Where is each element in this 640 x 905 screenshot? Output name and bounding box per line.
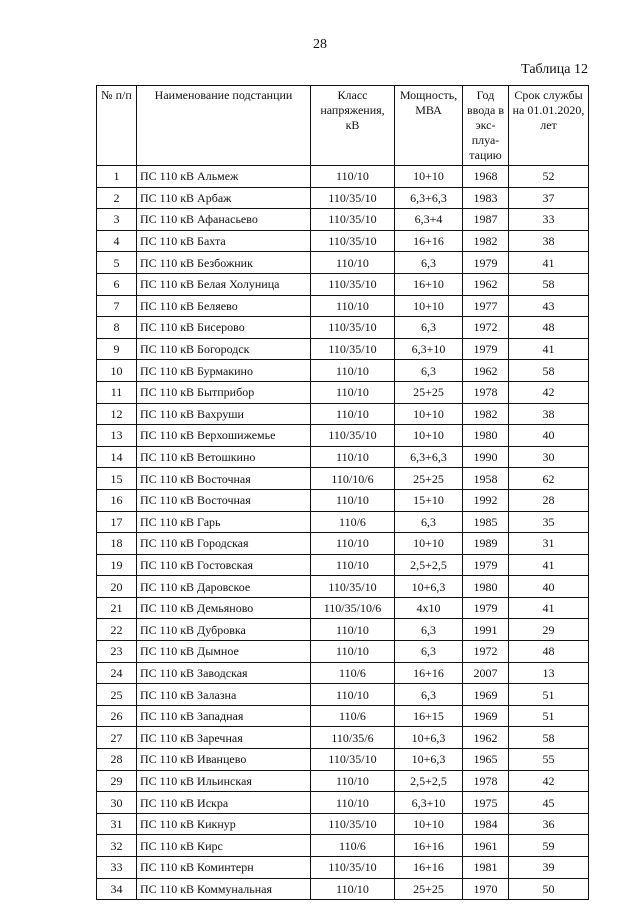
cell-substation-name: ПС 110 кВ Бытприбор [137,381,311,403]
cell-number: 1 [97,166,137,188]
table-row [97,684,589,706]
cell-commission-year: 1979 [463,252,509,274]
cell-service-life: 39 [509,857,589,879]
cell-number: 17 [97,511,137,533]
cell-service-life: 28 [509,489,589,511]
cell-voltage-class: 110/6 [311,662,395,684]
cell-service-life: 58 [509,273,589,295]
cell-power: 10+10 [395,813,463,835]
cell-power: 6,3 [395,684,463,706]
cell-number: 24 [97,662,137,684]
cell-power: 10+10 [395,533,463,555]
cell-commission-year: 1982 [463,403,509,425]
cell-substation-name: ПС 110 кВ Дымное [137,641,311,663]
cell-substation-name: ПС 110 кВ Заводская [137,662,311,684]
table-row [97,641,589,663]
header-number: № п/п [97,86,137,166]
cell-commission-year: 1990 [463,446,509,468]
cell-substation-name: ПС 110 кВ Гарь [137,511,311,533]
cell-commission-year: 1992 [463,489,509,511]
cell-power: 16+10 [395,273,463,295]
cell-service-life: 48 [509,641,589,663]
cell-substation-name: ПС 110 кВ Городская [137,533,311,555]
cell-power: 15+10 [395,489,463,511]
table-row [97,511,589,533]
cell-substation-name: ПС 110 кВ Бисерово [137,317,311,339]
table-row [97,317,589,339]
cell-power: 6,3 [395,252,463,274]
cell-voltage-class: 110/35/10 [311,209,395,231]
table-row [97,705,589,727]
cell-service-life: 29 [509,619,589,641]
cell-number: 15 [97,468,137,490]
header-voltage-class: Класс напряжения, кВ [311,86,395,166]
cell-voltage-class: 110/10 [311,403,395,425]
cell-voltage-class: 110/10 [311,619,395,641]
cell-voltage-class: 110/10/6 [311,468,395,490]
cell-voltage-class: 110/10 [311,252,395,274]
cell-service-life: 41 [509,597,589,619]
cell-number: 6 [97,273,137,295]
cell-number: 5 [97,252,137,274]
cell-commission-year: 1981 [463,857,509,879]
cell-voltage-class: 110/10 [311,381,395,403]
cell-power: 10+10 [395,403,463,425]
cell-power: 6,3 [395,360,463,382]
table-row [97,749,589,771]
cell-power: 25+25 [395,381,463,403]
cell-service-life: 36 [509,813,589,835]
cell-voltage-class: 110/35/10 [311,749,395,771]
table-row [97,446,589,468]
cell-substation-name: ПС 110 кВ Искра [137,792,311,814]
cell-commission-year: 1989 [463,533,509,555]
cell-service-life: 38 [509,403,589,425]
cell-number: 19 [97,554,137,576]
cell-substation-name: ПС 110 кВ Ветошкино [137,446,311,468]
cell-commission-year: 1969 [463,684,509,706]
cell-number: 14 [97,446,137,468]
cell-commission-year: 1961 [463,835,509,857]
cell-substation-name: ПС 110 кВ Заречная [137,727,311,749]
cell-number: 12 [97,403,137,425]
cell-number: 31 [97,813,137,835]
cell-number: 33 [97,857,137,879]
cell-voltage-class: 110/35/6 [311,727,395,749]
cell-service-life: 42 [509,770,589,792]
cell-number: 28 [97,749,137,771]
cell-service-life: 55 [509,749,589,771]
cell-commission-year: 1978 [463,770,509,792]
cell-power: 6,3 [395,317,463,339]
cell-service-life: 51 [509,705,589,727]
cell-substation-name: ПС 110 кВ Бурмакино [137,360,311,382]
table-row [97,770,589,792]
cell-substation-name: ПС 110 кВ Арбаж [137,187,311,209]
cell-substation-name: ПС 110 кВ Верхошижемье [137,425,311,447]
cell-power: 6,3+10 [395,338,463,360]
cell-service-life: 51 [509,684,589,706]
cell-substation-name: ПС 110 кВ Гостовская [137,554,311,576]
table-row [97,425,589,447]
cell-number: 27 [97,727,137,749]
cell-voltage-class: 110/35/10 [311,425,395,447]
cell-power: 6,3 [395,641,463,663]
table-row [97,857,589,879]
cell-power: 25+25 [395,468,463,490]
cell-number: 18 [97,533,137,555]
cell-number: 13 [97,425,137,447]
cell-number: 25 [97,684,137,706]
cell-commission-year: 1977 [463,295,509,317]
cell-voltage-class: 110/10 [311,554,395,576]
cell-power: 6,3+10 [395,792,463,814]
table-row [97,835,589,857]
cell-commission-year: 1962 [463,273,509,295]
cell-substation-name: ПС 110 кВ Беляево [137,295,311,317]
cell-voltage-class: 110/10 [311,360,395,382]
cell-number: 3 [97,209,137,231]
cell-voltage-class: 110/10 [311,446,395,468]
cell-service-life: 35 [509,511,589,533]
cell-number: 8 [97,317,137,339]
cell-commission-year: 1980 [463,576,509,598]
table-row [97,662,589,684]
header-commission-year: Год ввода в экс-плуа-тацию [463,86,509,166]
cell-service-life: 50 [509,878,589,900]
cell-number: 22 [97,619,137,641]
cell-voltage-class: 110/35/10 [311,273,395,295]
cell-power: 2,5+2,5 [395,770,463,792]
cell-voltage-class: 110/10 [311,684,395,706]
table-caption: Таблица 12 [521,62,588,77]
cell-substation-name: ПС 110 кВ Ильинская [137,770,311,792]
cell-power: 16+16 [395,662,463,684]
cell-commission-year: 1979 [463,338,509,360]
cell-number: 16 [97,489,137,511]
cell-power: 16+16 [395,835,463,857]
cell-commission-year: 1983 [463,187,509,209]
cell-service-life: 41 [509,338,589,360]
cell-substation-name: ПС 110 кВ Восточная [137,489,311,511]
cell-service-life: 58 [509,360,589,382]
cell-commission-year: 1970 [463,878,509,900]
table-row [97,166,589,188]
cell-number: 34 [97,878,137,900]
cell-substation-name: ПС 110 кВ Коммунальная [137,878,311,900]
cell-service-life: 13 [509,662,589,684]
cell-commission-year: 1982 [463,230,509,252]
table-row [97,576,589,598]
table-row [97,381,589,403]
cell-substation-name: ПС 110 кВ Вахруши [137,403,311,425]
cell-voltage-class: 110/10 [311,489,395,511]
cell-commission-year: 1979 [463,554,509,576]
table-row [97,252,589,274]
cell-power: 6,3+6,3 [395,446,463,468]
cell-voltage-class: 110/6 [311,835,395,857]
cell-commission-year: 1958 [463,468,509,490]
table-row [97,792,589,814]
cell-substation-name: ПС 110 кВ Западная [137,705,311,727]
cell-number: 10 [97,360,137,382]
cell-commission-year: 1962 [463,360,509,382]
cell-substation-name: ПС 110 кВ Восточная [137,468,311,490]
cell-number: 9 [97,338,137,360]
cell-service-life: 45 [509,792,589,814]
cell-substation-name: ПС 110 кВ Коминтерн [137,857,311,879]
cell-power: 2,5+2,5 [395,554,463,576]
cell-commission-year: 1991 [463,619,509,641]
cell-service-life: 41 [509,554,589,576]
cell-substation-name: ПС 110 кВ Кирс [137,835,311,857]
header-substation-name: Наименование подстанции [137,86,311,166]
cell-number: 30 [97,792,137,814]
cell-power: 10+10 [395,425,463,447]
cell-number: 23 [97,641,137,663]
header-service-life: Срок службы на 01.01.2020, лет [509,86,589,166]
table-row [97,619,589,641]
cell-power: 10+6,3 [395,727,463,749]
cell-service-life: 58 [509,727,589,749]
cell-commission-year: 1978 [463,381,509,403]
cell-voltage-class: 110/35/10 [311,317,395,339]
cell-commission-year: 1979 [463,597,509,619]
cell-service-life: 33 [509,209,589,231]
table-row [97,187,589,209]
cell-power: 16+16 [395,857,463,879]
cell-number: 4 [97,230,137,252]
cell-voltage-class: 110/10 [311,878,395,900]
table-row [97,295,589,317]
table-row [97,468,589,490]
table-row [97,209,589,231]
cell-voltage-class: 110/10 [311,770,395,792]
cell-substation-name: ПС 110 кВ Богородск [137,338,311,360]
cell-commission-year: 1969 [463,705,509,727]
cell-substation-name: ПС 110 кВ Безбожник [137,252,311,274]
cell-voltage-class: 110/35/10/6 [311,597,395,619]
cell-power: 10+6,3 [395,749,463,771]
cell-commission-year: 2007 [463,662,509,684]
cell-number: 29 [97,770,137,792]
cell-substation-name: ПС 110 кВ Бахта [137,230,311,252]
cell-voltage-class: 110/10 [311,792,395,814]
cell-commission-year: 1984 [463,813,509,835]
header-power: Мощность, МВА [395,86,463,166]
table-row [97,230,589,252]
cell-voltage-class: 110/35/10 [311,187,395,209]
table-row [97,403,589,425]
cell-service-life: 43 [509,295,589,317]
table-row [97,533,589,555]
table-row [97,273,589,295]
cell-number: 21 [97,597,137,619]
cell-power: 6,3+6,3 [395,187,463,209]
cell-substation-name: ПС 110 кВ Дубровка [137,619,311,641]
cell-power: 16+16 [395,230,463,252]
cell-commission-year: 1968 [463,166,509,188]
cell-power: 4x10 [395,597,463,619]
table-row [97,360,589,382]
cell-commission-year: 1980 [463,425,509,447]
cell-commission-year: 1965 [463,749,509,771]
cell-number: 2 [97,187,137,209]
cell-voltage-class: 110/10 [311,166,395,188]
cell-voltage-class: 110/6 [311,511,395,533]
cell-power: 25+25 [395,878,463,900]
cell-service-life: 31 [509,533,589,555]
cell-power: 10+6,3 [395,576,463,598]
cell-power: 6,3 [395,511,463,533]
cell-service-life: 40 [509,576,589,598]
cell-service-life: 41 [509,252,589,274]
cell-commission-year: 1987 [463,209,509,231]
cell-voltage-class: 110/10 [311,533,395,555]
cell-substation-name: ПС 110 кВ Кикнур [137,813,311,835]
cell-power: 10+10 [395,295,463,317]
table-row [97,878,589,900]
cell-substation-name: ПС 110 кВ Даровское [137,576,311,598]
cell-service-life: 48 [509,317,589,339]
cell-power: 10+10 [395,166,463,188]
cell-number: 20 [97,576,137,598]
cell-number: 26 [97,705,137,727]
table-header-row [97,86,589,166]
table-row [97,813,589,835]
cell-service-life: 52 [509,166,589,188]
table-row [97,489,589,511]
cell-service-life: 38 [509,230,589,252]
table-row [97,597,589,619]
cell-substation-name: ПС 110 кВ Альмеж [137,166,311,188]
cell-commission-year: 1962 [463,727,509,749]
table-row [97,727,589,749]
cell-service-life: 59 [509,835,589,857]
cell-commission-year: 1972 [463,317,509,339]
cell-substation-name: ПС 110 кВ Залазна [137,684,311,706]
cell-voltage-class: 110/35/10 [311,857,395,879]
cell-voltage-class: 110/10 [311,641,395,663]
cell-service-life: 40 [509,425,589,447]
cell-service-life: 42 [509,381,589,403]
substations-table [96,85,589,900]
table-row [97,554,589,576]
cell-substation-name: ПС 110 кВ Афанасьево [137,209,311,231]
cell-voltage-class: 110/6 [311,705,395,727]
cell-voltage-class: 110/35/10 [311,230,395,252]
cell-service-life: 62 [509,468,589,490]
cell-substation-name: ПС 110 кВ Демьяново [137,597,311,619]
cell-power: 16+15 [395,705,463,727]
cell-service-life: 30 [509,446,589,468]
cell-substation-name: ПС 110 кВ Белая Холуница [137,273,311,295]
table-row [97,338,589,360]
cell-substation-name: ПС 110 кВ Иванцево [137,749,311,771]
cell-power: 6,3 [395,619,463,641]
cell-number: 11 [97,381,137,403]
cell-service-life: 37 [509,187,589,209]
cell-commission-year: 1985 [463,511,509,533]
cell-number: 32 [97,835,137,857]
cell-voltage-class: 110/35/10 [311,576,395,598]
cell-commission-year: 1975 [463,792,509,814]
cell-voltage-class: 110/10 [311,295,395,317]
cell-number: 7 [97,295,137,317]
cell-commission-year: 1972 [463,641,509,663]
cell-voltage-class: 110/35/10 [311,338,395,360]
page-number: 28 [313,37,327,52]
table-body [97,166,589,900]
cell-power: 6,3+4 [395,209,463,231]
cell-voltage-class: 110/35/10 [311,813,395,835]
